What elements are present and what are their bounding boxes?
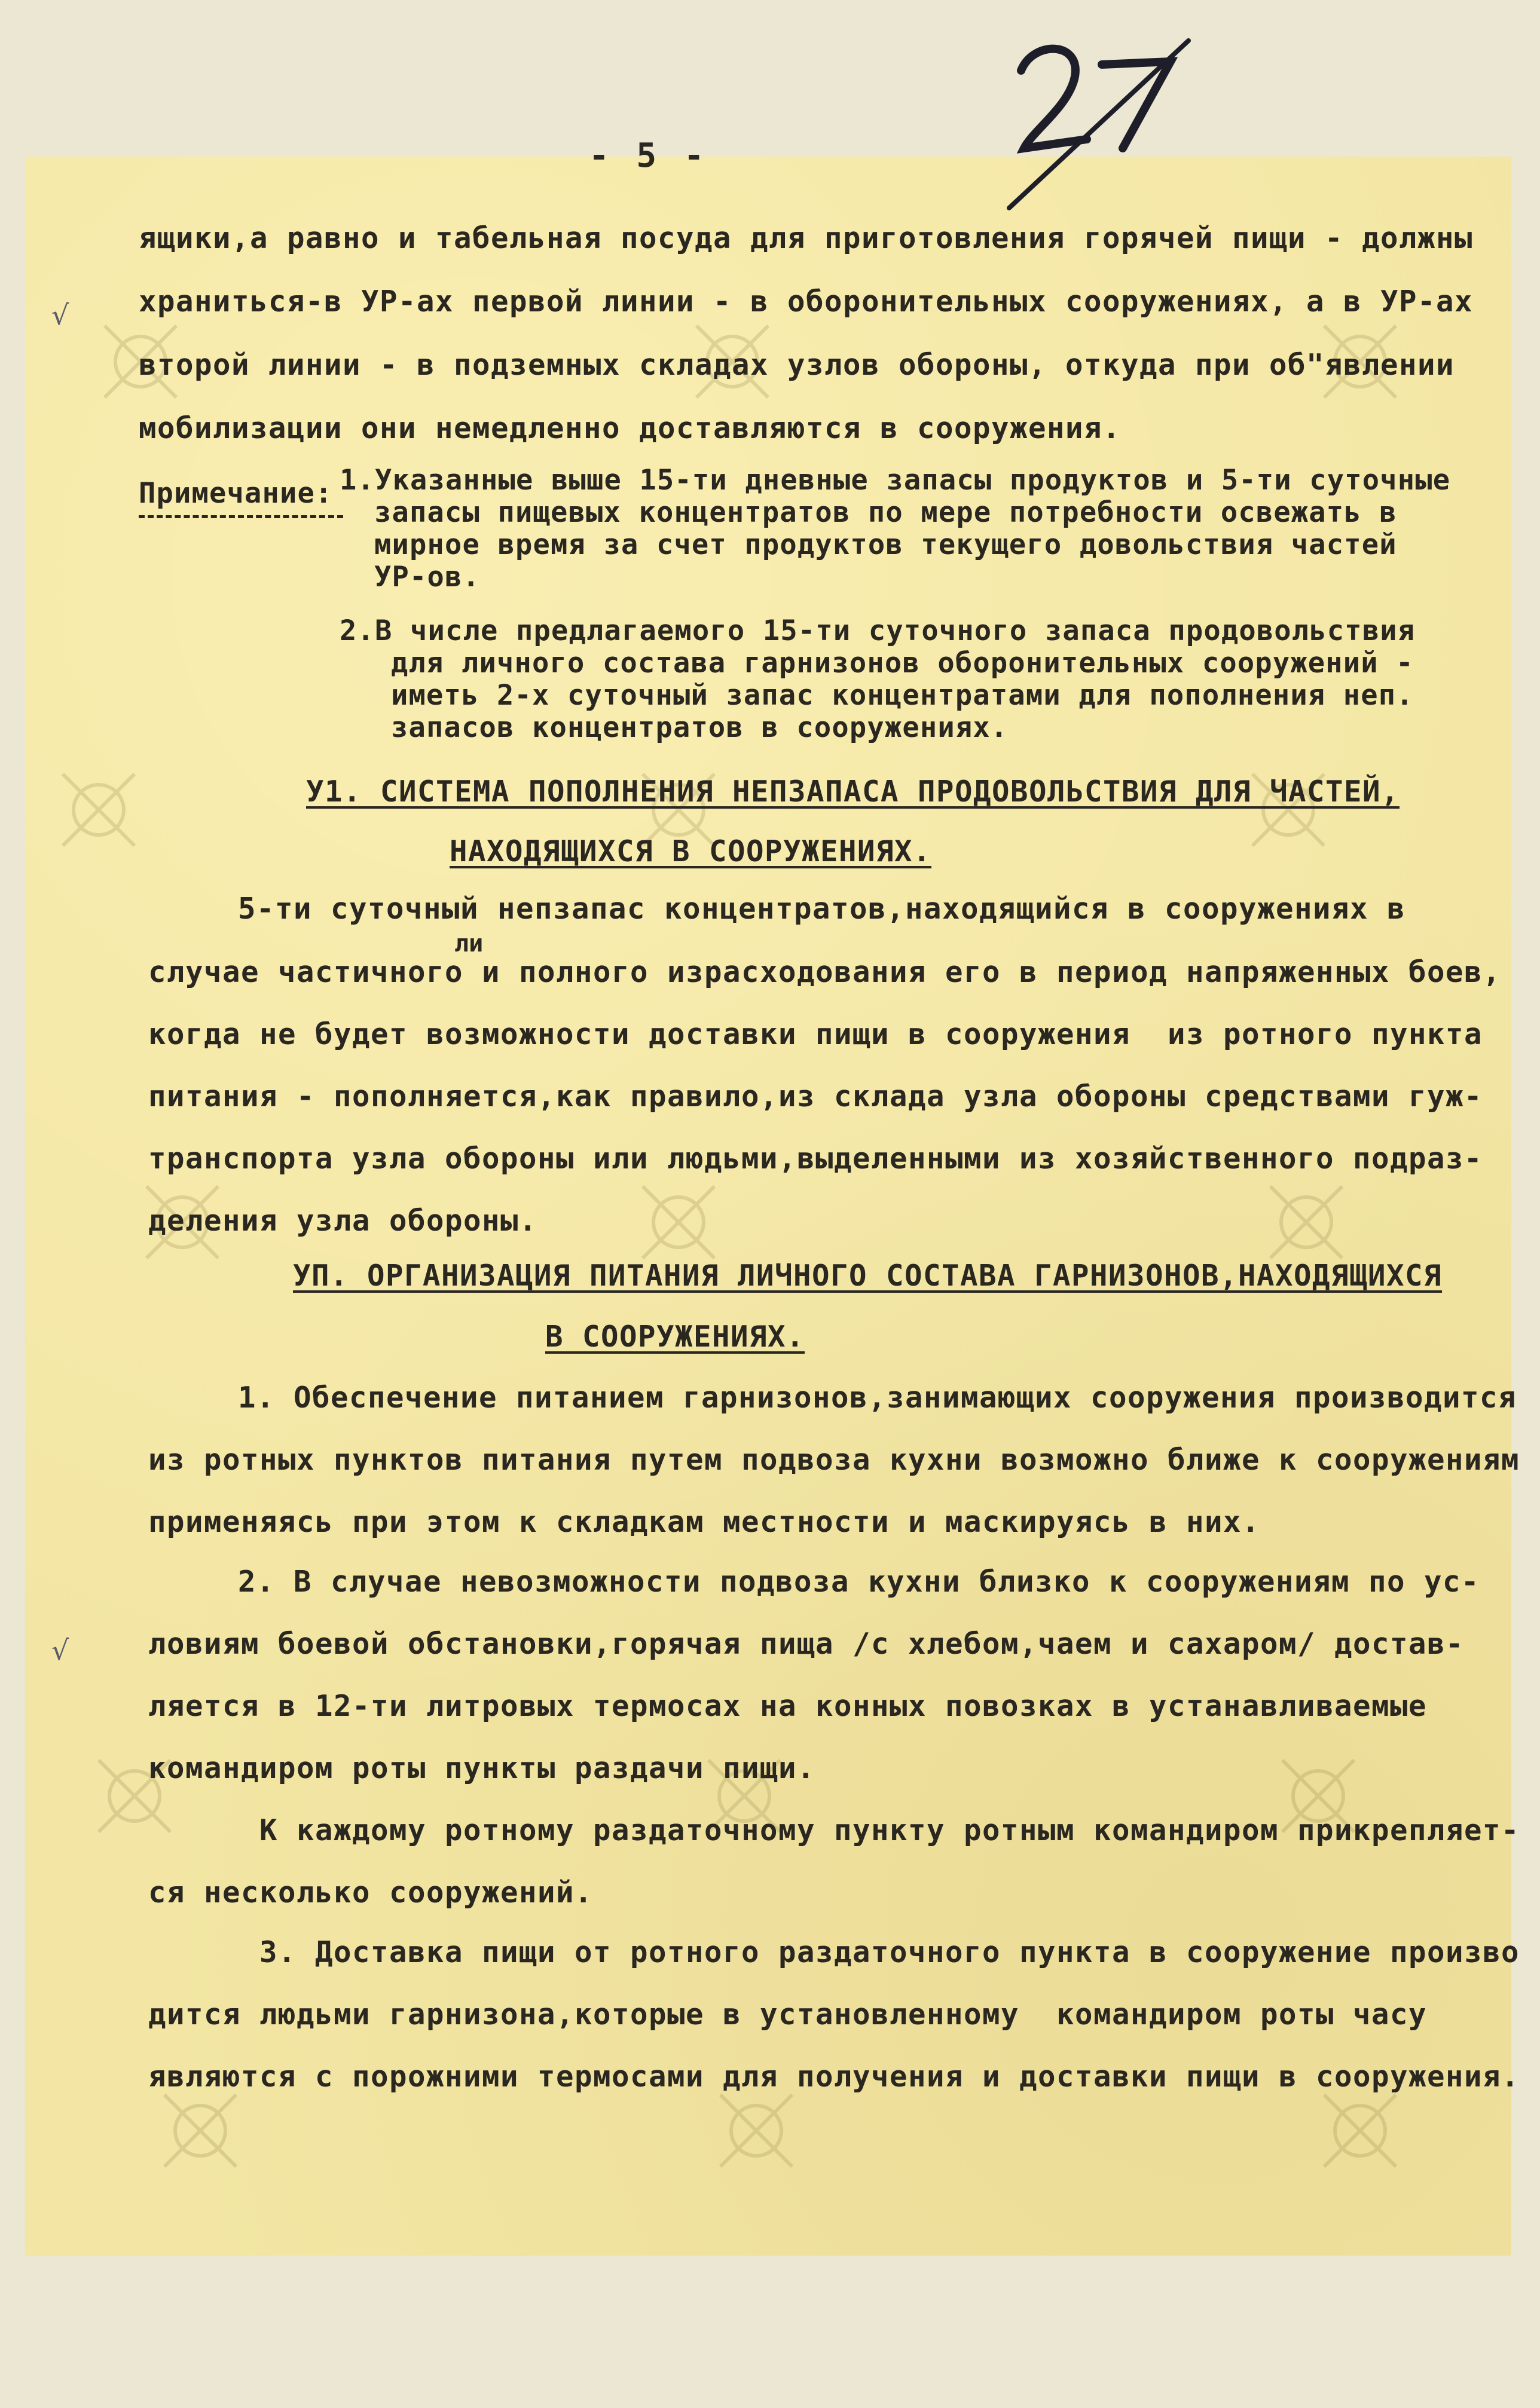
text-line: питания - пополняется,как правило,из склада узла обороны средствами гуж- bbox=[148, 1079, 1483, 1113]
note-label: Примечание: bbox=[139, 477, 333, 510]
text-line: 5-ти суточный непзапас концентратов,находящийся в сооружениях в bbox=[238, 892, 1406, 926]
text-line: второй линии - в подземных складах узлов обороны, откуда при об"явлении bbox=[139, 348, 1455, 382]
text-line: деления узла обороны. bbox=[148, 1204, 538, 1238]
watermark-emblem-icon bbox=[54, 765, 143, 855]
note-item-2-line: 2.В числе предлагаемого 15-ти суточного запаса продовольствия bbox=[340, 614, 1416, 647]
note-label-underline bbox=[139, 515, 343, 518]
text-line: применяясь при этом к складкам местности и маскируясь в них. bbox=[148, 1505, 1261, 1539]
handwritten-insert: ли bbox=[454, 930, 484, 957]
text-line: ляется в 12-ти литровых термосах на конных повозках в устанавливаемые bbox=[148, 1689, 1428, 1723]
watermark-emblem-icon bbox=[1315, 2086, 1405, 2176]
note-item-1-line: 1.Указанные выше 15-ти дневные запасы продуктов и 5-ти суточные bbox=[340, 464, 1451, 497]
watermark-emblem-icon bbox=[1261, 1177, 1351, 1267]
text-line: транспорта узла обороны или людьми,выделенными из хозяйственного подраз- bbox=[148, 1142, 1483, 1176]
section-7-title: УП. ОРГАНИЗАЦИЯ ПИТАНИЯ ЛИЧНОГО СОСТАВА ГАРНИЗОНОВ,НАХОДЯЩИХСЯ bbox=[293, 1259, 1443, 1293]
text-line: 2. В случае невозможности подвоза кухни близко к сооружениям по ус- bbox=[238, 1565, 1480, 1599]
text-line: ловиям боевой обстановки,горячая пища /с хлебом,чаем и сахаром/ достав- bbox=[148, 1627, 1465, 1661]
text-line: являются с порожними термосами для получения и доставки пищи в сооружения. bbox=[148, 2060, 1520, 2094]
text-line: командиром роты пункты раздачи пищи. bbox=[148, 1751, 816, 1785]
check-mark-icon: √ bbox=[51, 299, 69, 331]
handwritten-folio-number bbox=[997, 29, 1224, 214]
watermark-emblem-icon bbox=[155, 2086, 245, 2176]
text-line: 1. Обеспечение питанием гарнизонов,занимающих сооружения производится bbox=[238, 1381, 1517, 1415]
text-line: из ротных пунктов питания путем подвоза кухни возможно ближе к сооружениям bbox=[148, 1443, 1520, 1477]
text-line: дится людьми гарнизона,которые в установленному командиром роты часу bbox=[148, 1997, 1428, 2031]
note-item-2-line: иметь 2-х суточный запас концентратами для пополнения неп. bbox=[391, 679, 1414, 712]
text-line: ящики,а равно и табельная посуда для приготовления горячей пищи - должны bbox=[139, 221, 1474, 255]
text-line: 3. Доставка пищи от ротного раздаточного пункта в сооружение произво bbox=[259, 1935, 1520, 1969]
section-7-title-continued: В СООРУЖЕНИЯХ. bbox=[545, 1320, 805, 1354]
text-line: храниться-в УР-ах первой линии - в оборонительных сооружениях, а в УР-ах bbox=[139, 284, 1474, 319]
text-line: мобилизации они немедленно доставляются в сооружения. bbox=[139, 411, 1122, 445]
watermark-emblem-icon bbox=[634, 1177, 723, 1267]
text-line: случае частичного и полного израсходования его в период напряженных боев, bbox=[148, 955, 1502, 989]
note-item-2-line: запасов концентратов в сооружениях. bbox=[391, 711, 1009, 744]
watermark-emblem-icon bbox=[711, 2086, 801, 2176]
text-line: К каждому ротному раздаточному пункту ротным командиром прикрепляет- bbox=[259, 1813, 1520, 1847]
check-mark-icon: √ bbox=[51, 1634, 69, 1666]
note-item-1-line: мирное время за счет продуктов текущего довольствия частей bbox=[374, 528, 1397, 561]
note-item-1-line: УР-ов. bbox=[374, 561, 480, 593]
page-number: - 5 - bbox=[589, 136, 708, 175]
note-item-1-line: запасы пищевых концентратов по мере потребности освежать в bbox=[374, 496, 1397, 529]
note-item-2-line: для личного состава гарнизонов оборонительных сооружений - bbox=[391, 647, 1414, 680]
section-6-title: У1. СИСТЕМА ПОПОЛНЕНИЯ НЕПЗАПАСА ПРОДОВОЛЬСТВИЯ ДЛЯ ЧАСТЕЙ, bbox=[306, 775, 1400, 809]
text-line: ся несколько сооружений. bbox=[148, 1875, 594, 1910]
section-6-title-continued: НАХОДЯЩИХСЯ В СООРУЖЕНИЯХ. bbox=[450, 834, 932, 868]
text-line: когда не будет возможности доставки пищи в сооружения из ротного пункта bbox=[148, 1017, 1483, 1051]
